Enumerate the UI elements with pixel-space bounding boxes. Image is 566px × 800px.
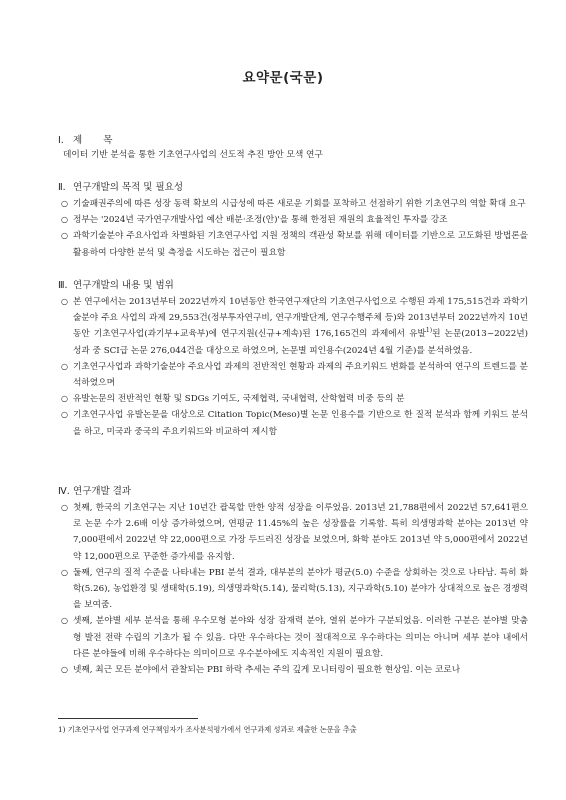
section-heading: Ⅳ. 연구개발 결과 <box>58 486 132 497</box>
bullet-circle-icon: ○ <box>61 199 68 208</box>
bullet-circle-icon: ○ <box>61 410 68 420</box>
section-heading: Ⅱ. 연구개발의 목적 및 필요성 <box>58 182 184 193</box>
list-item: ○ 정부는 '2024년 국가연구개발사업 예산 배분·조정(안)'을 통해 한정된 재원의 효율적인 투자를 강조 <box>58 212 528 228</box>
bullet-circle-icon: ○ <box>61 297 68 306</box>
section-title <box>58 134 528 162</box>
footnote-mark: 1) <box>58 725 66 734</box>
list-item: ○ 첫째, 한국의 기초연구는 지난 10년간 괄목할 만한 양적 성장을 이루었음. 2013년 21,788편에서 2022년 57,641편으로 논문 수가 2.6배 이상 증가하였으며, 연평균 11.45%의 높은 성장률을 기록함. 특히 의생명과학 분야는 2013년 약 7,000편에서 2022년 약 22,000편으로 가장 두드러진 성장을 보였으며, 화학 분야도 2013년 약 5,000편에서 2022년 약 12,000편으로 꾸준한 증가세를 유지함. <box>58 500 528 565</box>
bullet-circle-icon: ○ <box>61 215 68 225</box>
list-item: ○ 유발논문의 전반적인 현황 및 SDGs 기여도, 국제협력, 국내협력, 산학협력 비중 등의 분 <box>58 391 528 407</box>
list-item: ○ 둘째, 연구의 질적 수준을 나타내는 PBI 분석 결과, 대부분의 분야가 평균(5.0) 수준을 상회하는 것으로 나타남. 특히 화학(5.26), 농업환경 및 생태학(5.19), 의생명과학(5.14), 물리학(5.13), 지구과학(5.10) 분야가 상대적으로 높은 경쟁력을 보여줌. <box>58 565 528 614</box>
footnote-text: 기초연구사업 연구과제 연구책임자가 조사분석평가에서 연구과제 성과로 제출한 논문을 추출 <box>67 725 357 734</box>
footnote <box>58 724 528 735</box>
bullet-circle-icon: ○ <box>61 361 68 371</box>
bullet-circle-icon: ○ <box>61 665 68 675</box>
footnote-ref: 1) <box>425 327 433 335</box>
bullet-circle-icon: ○ <box>61 231 68 241</box>
page-title: 요약문(국문) <box>242 70 324 86</box>
footnote-divider <box>58 718 198 719</box>
list-item: ○ 기초연구사업과 과학기술분야 주요사업 과제의 전반적인 현황과 과제의 주요키워드 변화를 분석하여 연구의 트렌드를 분석하였으며 <box>58 359 528 391</box>
research-title-text: 데이터 기반 분석을 통한 기초연구사업의 선도적 추진 방안 모색 연구 <box>63 150 323 160</box>
section-results <box>58 485 528 678</box>
bullet-circle-icon: ○ <box>61 567 68 577</box>
section-heading: Ⅲ. 연구개발의 내용 및 범위 <box>58 280 174 291</box>
list-item: ○ 넷째, 최근 모든 분야에서 관찰되는 PBI 하락 추세는 주의 깊게 모니터링이 필요한 현상임. 이는 코로나 <box>58 662 528 678</box>
bullet-circle-icon: ○ <box>61 394 68 404</box>
list-item: ○ 기술패권주의에 따른 성장 동력 확보의 시급성에 따른 새로운 기회를 포착하고 선점하기 위한 기초연구의 역할 확대 요구 <box>58 196 528 212</box>
list-item: ○ 과학기술분야 주요사업과 차별화된 기초연구사업 지원 정책의 객관성 확보를 위해 데이터를 기반으로 고도화된 방법론을 활용하여 다양한 분석 및 측정을 시도하는 접근이 필요함 <box>58 228 528 260</box>
section-scope <box>58 279 528 440</box>
section-heading: Ⅰ. 제 목 <box>58 135 122 146</box>
bullet-circle-icon: ○ <box>61 616 68 626</box>
list-item: ○ 셋째, 분야별 세부 분석을 통해 우수모형 분야와 성장 잠재력 분야, 열위 분야가 구분되었음. 이러한 구분은 분야별 맞춤형 발전 전략 수립의 기초가 될 수 있음. 다만 우수하다는 것이 절대적으로 우수하다는 의미는 아니며 세부 분야 내에서 다른 분야들에 비해 우수하다는 의미이므로 우수분야에도 지속적인 지원이 필요함. <box>58 613 528 662</box>
section-purpose <box>58 181 528 261</box>
list-item: ○ 기초연구사업 유발논문을 대상으로 Citation Topic(Meso)별 논문 인용수를 기반으로 한 질적 분석과 함께 키워드 분석을 하고, 미국과 중국의 주요키워드와 비교하여 제시함 <box>58 407 528 439</box>
list-item: ○ 본 연구에서는 2013년부터 2022년까지 10년동안 한국연구재단의 기초연구사업으로 수행된 과제 175,515건과 과학기술분야 주요 사업의 과제 29,553건(정부투자연구비, 연구개발단계, 연구수행주체 등)와 2013년부터 2022년까지 10년 동안 기초연구사업(과기부+교육부)에 연구지원(신규+계속)된 176,165건의 과제에서 유발$^{1)}$된 논문(2013~2022년) 성과 중 SCI급 논문 276,044건을 대상으로 하였으며, 논문별 피인용수(2024년 4월 기준)를 분석하였음. <box>58 294 528 359</box>
bullet-circle-icon: ○ <box>61 503 68 512</box>
